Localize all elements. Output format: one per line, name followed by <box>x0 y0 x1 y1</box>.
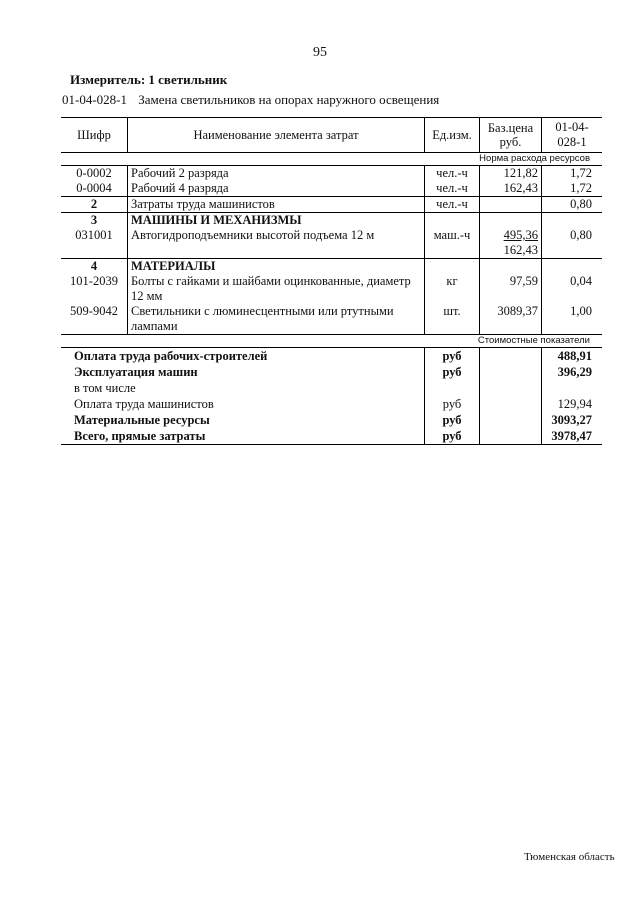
header-code: Шифр <box>61 118 128 153</box>
row-norm: 1,72 <box>570 181 592 195</box>
row-norm: 0,04 <box>570 274 592 288</box>
cost-unit: руб <box>425 364 480 380</box>
row-code: 4 <box>61 259 128 275</box>
row-unit: чел.-ч <box>425 197 480 213</box>
cost-name: Оплата труда машинистов <box>61 396 425 412</box>
header-name: Наименование элемента затрат <box>128 118 425 153</box>
row-unit: маш.-ч <box>425 228 480 259</box>
row-unit: чел.-ч <box>425 166 480 182</box>
cost-row <box>61 412 602 428</box>
row-name: Светильники с люминесцентными или ртутными лампами <box>128 304 425 335</box>
row-unit: кг <box>425 274 480 304</box>
row-name: Рабочий 2 разряда <box>128 166 425 182</box>
row-price-secondary: 162,43 <box>503 243 538 257</box>
header-norm: 01-04-028-1 <box>542 118 603 153</box>
row-price <box>480 228 542 259</box>
table-row <box>61 181 602 197</box>
cost-row <box>61 348 602 365</box>
table-row <box>61 166 602 182</box>
cost-value: 3978,47 <box>542 428 603 445</box>
table-row <box>61 213 602 229</box>
page-number: 95 <box>313 45 327 60</box>
row-name: Болты с гайками и шайбами оцинкованные, диаметр 12 мм <box>128 274 425 304</box>
cost-unit: руб <box>425 412 480 428</box>
header-price: Баз.цена руб. <box>480 118 542 153</box>
row-unit: шт. <box>425 304 480 335</box>
row-norm: 1,00 <box>570 304 592 318</box>
row-norm: 0,80 <box>542 197 603 213</box>
row-name: Автогидроподъемники высотой подъема 12 м <box>128 228 425 259</box>
estimate-table <box>61 117 602 445</box>
row-norm: 1,72 <box>570 166 592 180</box>
cost-value: 3093,27 <box>551 413 592 427</box>
heading-title: Замена светильников на опорах наружного освещения <box>138 92 440 107</box>
row-code: 2 <box>61 197 128 213</box>
cost-unit: руб <box>425 348 480 365</box>
row-code: 101-2039 <box>61 274 128 304</box>
cost-name: Оплата труда рабочих-строителей <box>61 348 425 365</box>
row-code: 0-0002 <box>61 166 128 182</box>
heading-code: 01-04-028-1 <box>62 92 127 107</box>
cost-value: 396,29 <box>557 365 592 379</box>
cost-value: 129,94 <box>557 397 592 411</box>
cost-row <box>61 380 602 396</box>
norm-caption: Норма расхода ресурсов <box>61 153 602 166</box>
table-row <box>61 274 602 304</box>
cost-row <box>61 364 602 380</box>
cost-name: в том числе <box>61 380 425 396</box>
row-name: Затраты труда машинистов <box>128 197 425 213</box>
section-heading <box>62 92 439 108</box>
cost-row <box>61 396 602 412</box>
cost-row <box>61 428 602 445</box>
table-row <box>61 259 602 275</box>
footer-region: Тюменская область <box>524 851 615 863</box>
norm-caption-row <box>61 153 602 166</box>
row-price: 121,82 <box>480 166 542 182</box>
cost-caption: Стоимостные показатели <box>61 335 602 348</box>
header-unit: Ед.изм. <box>425 118 480 153</box>
row-code: 031001 <box>61 228 128 259</box>
cost-value: 488,91 <box>557 349 592 363</box>
row-code: 3 <box>61 213 128 229</box>
cost-unit: руб <box>425 396 480 412</box>
table-header-row <box>61 118 602 153</box>
cost-name: Эксплуатация машин <box>61 364 425 380</box>
row-price-main: 495,36 <box>503 228 538 242</box>
cost-name: Всего, прямые затраты <box>61 428 425 445</box>
cost-caption-row <box>61 335 602 348</box>
section-title: МАШИНЫ И МЕХАНИЗМЫ <box>128 213 425 229</box>
row-name: Рабочий 4 разряда <box>128 181 425 197</box>
row-code: 0-0004 <box>61 181 128 197</box>
cost-name: Материальные ресурсы <box>61 412 425 428</box>
row-code: 509-9042 <box>61 304 128 335</box>
cost-unit: руб <box>425 428 480 445</box>
table-row <box>61 228 602 259</box>
section-title: МАТЕРИАЛЫ <box>128 259 425 275</box>
row-unit: чел.-ч <box>425 181 480 197</box>
row-price: 3089,37 <box>480 304 542 335</box>
row-price: 162,43 <box>480 181 542 197</box>
table-row <box>61 197 602 213</box>
row-price: 97,59 <box>480 274 542 304</box>
meter-line: Измеритель: 1 светильник <box>70 72 228 87</box>
row-price <box>480 197 542 213</box>
row-norm: 0,80 <box>570 228 592 242</box>
table-row <box>61 304 602 335</box>
